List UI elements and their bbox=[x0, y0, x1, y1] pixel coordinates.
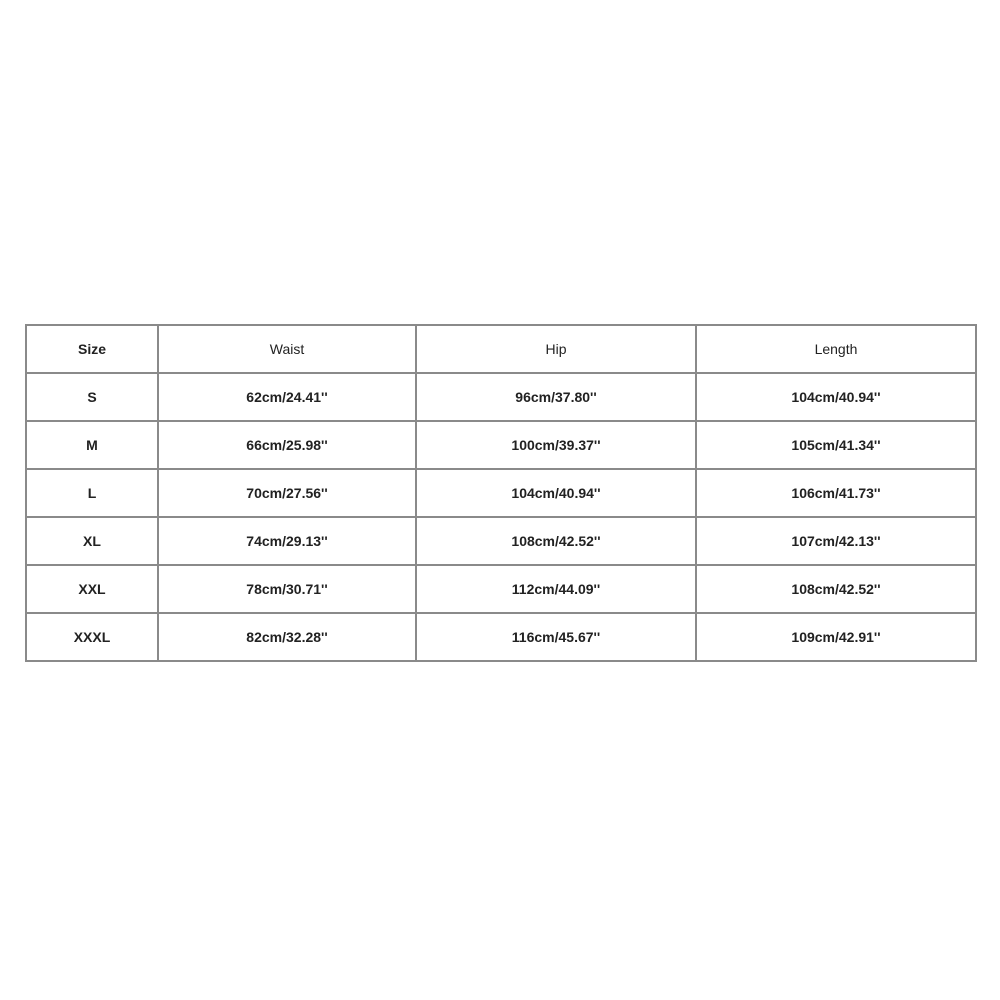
cell-hip: 116cm/45.67'' bbox=[416, 613, 696, 661]
cell-hip: 100cm/39.37'' bbox=[416, 421, 696, 469]
table-row bbox=[26, 373, 976, 421]
cell-waist: 74cm/29.13'' bbox=[158, 517, 416, 565]
cell-size: XXL bbox=[26, 565, 158, 613]
cell-size: L bbox=[26, 469, 158, 517]
header-length: Length bbox=[696, 325, 976, 373]
cell-hip: 108cm/42.52'' bbox=[416, 517, 696, 565]
size-chart-table bbox=[25, 324, 977, 662]
header-waist: Waist bbox=[158, 325, 416, 373]
cell-waist: 78cm/30.71'' bbox=[158, 565, 416, 613]
cell-hip: 96cm/37.80'' bbox=[416, 373, 696, 421]
cell-hip: 112cm/44.09'' bbox=[416, 565, 696, 613]
cell-size: XL bbox=[26, 517, 158, 565]
cell-length: 108cm/42.52'' bbox=[696, 565, 976, 613]
cell-hip: 104cm/40.94'' bbox=[416, 469, 696, 517]
table-row bbox=[26, 469, 976, 517]
table-row bbox=[26, 517, 976, 565]
cell-length: 107cm/42.13'' bbox=[696, 517, 976, 565]
cell-waist: 70cm/27.56'' bbox=[158, 469, 416, 517]
cell-waist: 82cm/32.28'' bbox=[158, 613, 416, 661]
cell-waist: 66cm/25.98'' bbox=[158, 421, 416, 469]
cell-length: 104cm/40.94'' bbox=[696, 373, 976, 421]
cell-length: 109cm/42.91'' bbox=[696, 613, 976, 661]
header-size: Size bbox=[26, 325, 158, 373]
table-row bbox=[26, 565, 976, 613]
cell-waist: 62cm/24.41'' bbox=[158, 373, 416, 421]
cell-length: 105cm/41.34'' bbox=[696, 421, 976, 469]
cell-size: XXXL bbox=[26, 613, 158, 661]
cell-length: 106cm/41.73'' bbox=[696, 469, 976, 517]
cell-size: M bbox=[26, 421, 158, 469]
table-row bbox=[26, 421, 976, 469]
table-header-row bbox=[26, 325, 976, 373]
cell-size: S bbox=[26, 373, 158, 421]
table-row bbox=[26, 613, 976, 661]
header-hip: Hip bbox=[416, 325, 696, 373]
